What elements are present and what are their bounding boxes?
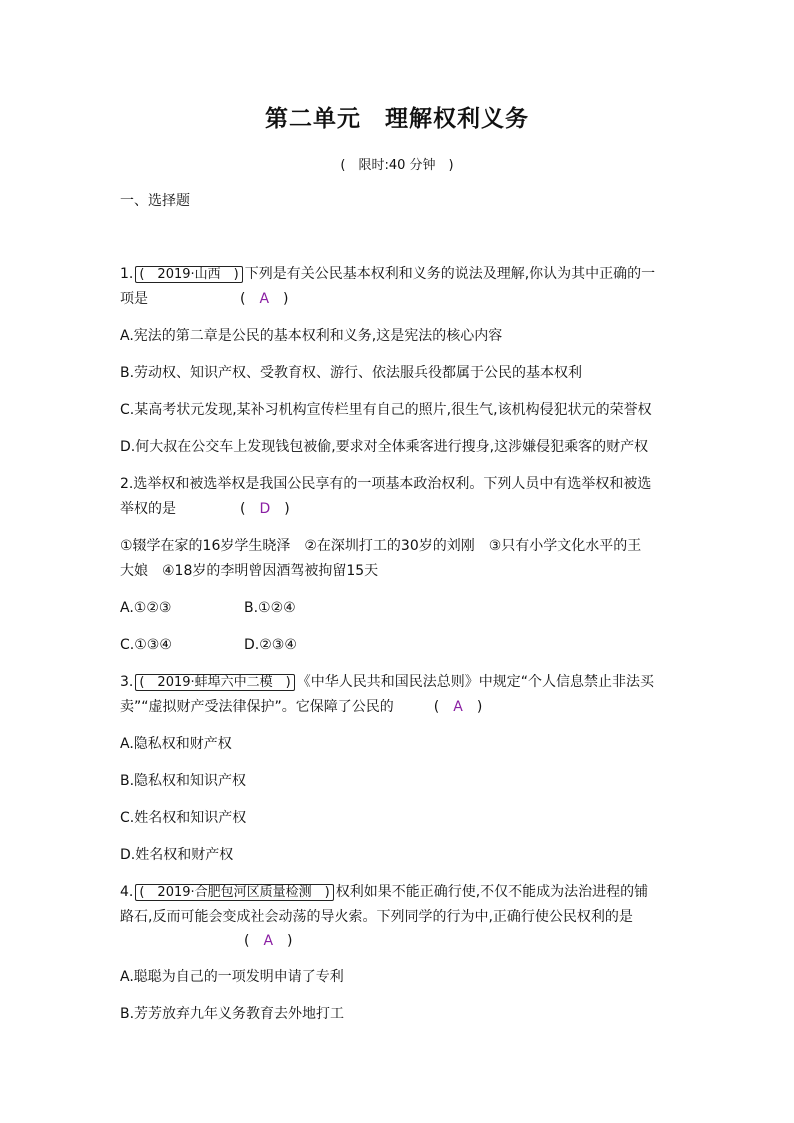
question-2-option: B.①②④: [244, 600, 296, 616]
question-1-line-2: [120, 290, 680, 308]
question-2-stem: 2.选举权和被选举权是我国公民享有的一项基本政治权利。下列人员中有选举权和被选: [120, 476, 652, 492]
question-3-answer: A: [453, 699, 463, 715]
question-4-option: B.芳芳放弃九年义务教育去外地打工: [120, 1006, 345, 1022]
question-2-option: C.①③④: [120, 637, 172, 653]
question-2-option: A.①②③: [120, 600, 172, 616]
question-1-line-1: [120, 265, 680, 283]
question-2-options-row-2: [120, 636, 680, 654]
question-4-option: A.聪聪为自己的一项发明申请了专利: [120, 969, 344, 985]
question-1-option: B.劳动权、知识产权、受教育权、游行、依法服兵役都属于公民的基本权利: [120, 365, 583, 381]
question-2-answer: D: [259, 501, 271, 517]
question-1-source-tag: ( 2019·山西 ): [135, 266, 242, 283]
question-2-line-2: [120, 500, 680, 518]
question-3-source-tag: ( 2019·蚌埠六中二模 ): [135, 674, 294, 691]
answer-paren-open: (: [240, 291, 246, 307]
question-1-answer: A: [259, 291, 270, 307]
question-4-answer: A: [263, 933, 274, 949]
section-heading: 一、选择题: [120, 193, 190, 209]
question-2-info: 大娘 ④18岁的李明曾因酒驾被拘留15天: [120, 563, 379, 579]
question-3-line-1: [120, 673, 680, 691]
question-1-option: C.某高考状元发现,某补习机构宣传栏里有自己的照片,很生气,该机构侵犯状元的荣誉权: [120, 402, 652, 418]
time-limit: ( 限时:40 分钟 ): [340, 158, 454, 173]
question-4-line-1: [120, 883, 680, 901]
answer-paren-close: ): [476, 699, 483, 715]
page-title: 第二单元 理解权利义务: [265, 105, 529, 132]
answer-paren-close: ): [283, 291, 289, 307]
question-3-stem: 《中华人民共和国民法总则》中规定“个人信息禁止非法买: [296, 674, 654, 690]
answer-paren-close: ): [284, 501, 290, 517]
answer-paren-close: ): [287, 933, 293, 949]
question-3-stem-cont: 卖”“虚拟财产受法律保护”。它保障了公民的: [120, 699, 394, 715]
question-2-options-row-1: [120, 599, 680, 617]
question-4-number: 4.: [120, 884, 134, 900]
question-3-number: 3.: [120, 674, 134, 690]
question-4-answer-line: [120, 932, 680, 950]
question-2-option: D.②③④: [244, 637, 297, 653]
question-3-option: A.隐私权和财产权: [120, 736, 232, 752]
question-1-number: 1.: [120, 266, 134, 282]
question-3-option: B.隐私权和知识产权: [120, 773, 247, 789]
question-4-source-tag: ( 2019·合肥包河区质量检测 ): [135, 884, 333, 901]
question-3-option: C.姓名权和知识产权: [120, 810, 247, 826]
question-3-option: D.姓名权和财产权: [120, 847, 234, 863]
question-1-option: D.何大叔在公交车上发现钱包被偷,要求对全体乘客进行搜身,这涉嫌侵犯乘客的财产权: [120, 439, 649, 455]
answer-paren-open: (: [244, 933, 250, 949]
question-1-stem-cont: 项是: [120, 291, 148, 307]
question-4-stem-cont: 路石,反而可能会变成社会动荡的导火索。下列同学的行为中,正确行使公民权利的是: [120, 909, 633, 925]
question-1-option: A.宪法的第二章是公民的基本权利和义务,这是宪法的核心内容: [120, 328, 503, 344]
answer-paren-open: (: [240, 501, 246, 517]
question-3-line-2: [120, 698, 680, 716]
answer-paren-open: (: [433, 699, 440, 715]
question-2-stem-cont: 举权的是: [120, 501, 176, 517]
question-1-stem: 下列是有关公民基本权利和义务的说法及理解,你认为其中正确的一: [244, 266, 656, 282]
question-2-info: ①辍学在家的16岁学生晓泽 ②在深圳打工的30岁的刘刚 ③只有小学文化水平的王: [120, 538, 642, 554]
question-4-stem: 权利如果不能正确行使,不仅不能成为法治进程的铺: [335, 884, 649, 900]
